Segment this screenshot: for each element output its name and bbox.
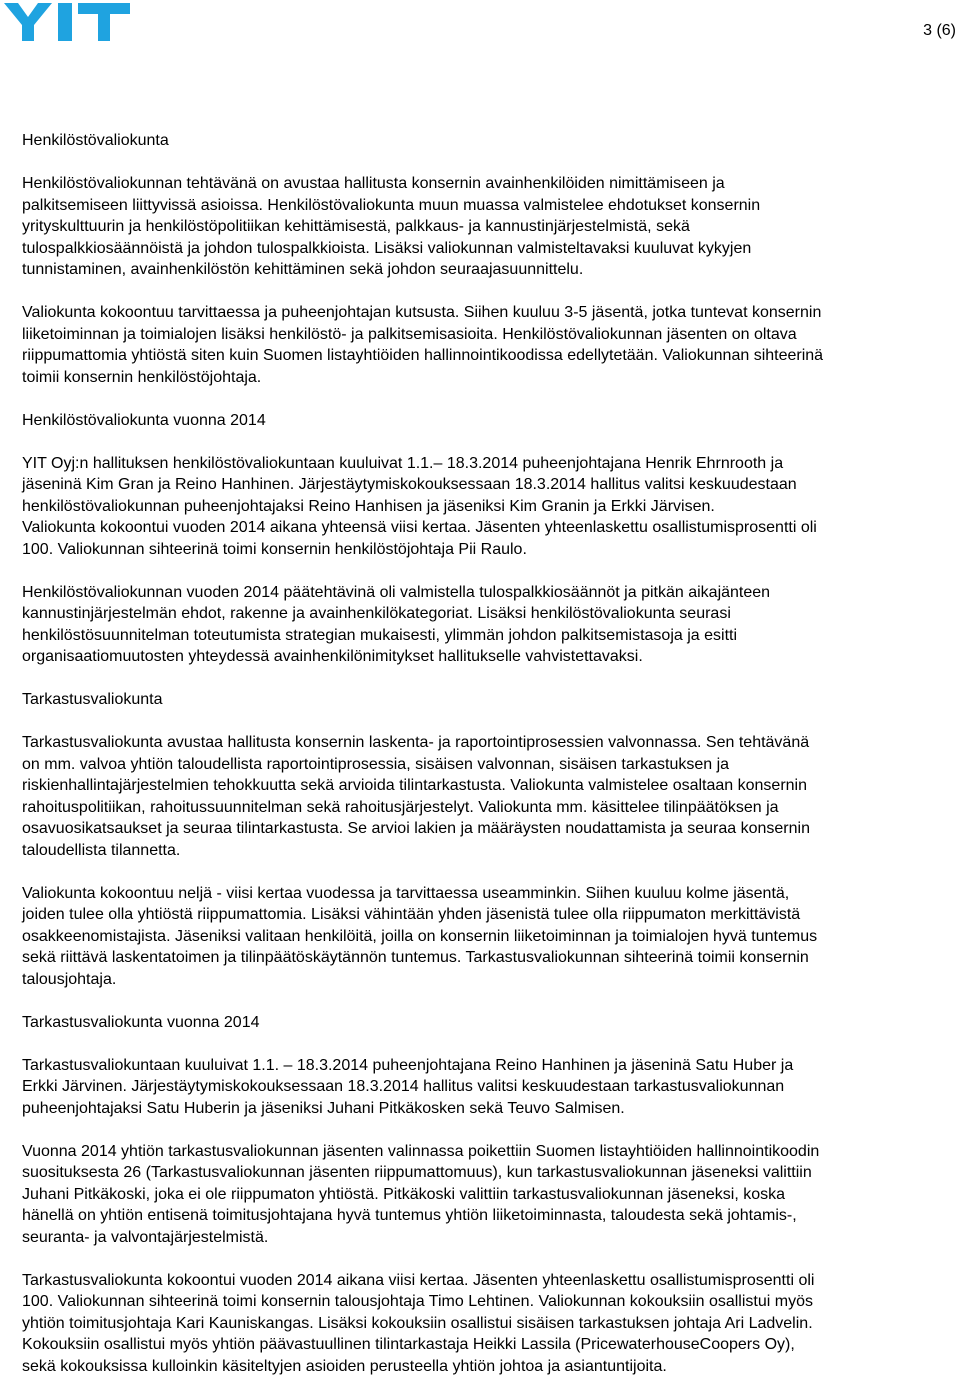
text-line: palkitsemiseen liittyvissä asioissa. Henkilöstövaliokunta muun muassa valmistelee ehdotukset konsernin xyxy=(22,196,761,214)
document-body xyxy=(22,130,950,1399)
text-line: henkilöstösuunnitelman toteutumista strategian mukaisesti, ylimmän johdon palkitsemistasoja ja esitti xyxy=(22,626,738,644)
text-line: on mm. valvoa yhtiön taloudellista raportointiprosessia, sisäisen valvonnan, sisäisen tarkastuksen ja xyxy=(22,755,730,773)
text-line: talousjohtaja. xyxy=(22,970,117,988)
text-line: jäseninä Kim Gran ja Reino Hanhinen. Järjestäytymiskokouksessaan 18.3.2014 hallitus valitsi keskuudestaan xyxy=(22,476,797,493)
section-heading: Henkilöstövaliokunta vuonna 2014 xyxy=(22,411,266,429)
paragraph xyxy=(22,1270,950,1378)
text-line: Juhani Pitkäkoski, joka ei ole riippumaton yhtiöstä. Pitkäkoski valittiin tarkastusvaliokunnan jäseneksi, koska xyxy=(22,1185,786,1203)
text-line: yrityskulttuurin ja henkilöstöpolitiikan kehittämisestä, palkkaus- ja kannustinjärjestelmistä, sekä xyxy=(22,218,690,235)
text-line: 100. Valiokunnan sihteerinä toimi konsernin henkilöstöjohtaja Pii Raulo. xyxy=(22,540,527,558)
paragraph xyxy=(22,1141,950,1249)
text-line: tulospalkkiosäännöistä ja johdon tulospalkkioista. Lisäksi valiokunnan valmisteltavaksi kuuluvat kykyjen xyxy=(22,239,752,257)
text-line: Tarkastusvaliokunta kokoontui vuoden 2014 aikana viisi kertaa. Jäsenten yhteenlaskettu osallistumisprosentti oli xyxy=(22,1271,815,1289)
text-line: hänellä on yhtiön entisenä toimitusjohtajana hyvä tuntemus yhtiön liiketoiminnasta, taloudesta sekä johtamis-, xyxy=(22,1207,797,1224)
text-line: sekä riittävä laskentatoimen ja tilinpäätöskäytännön tuntemus. Tarkastusvaliokunnan sihteerinä toimii konsernin xyxy=(22,949,809,966)
text-line: osakkeenomistajista. Jäseniksi valitaan henkilöitä, joilla on konsernin liiketoiminnan ja toimialojen hyvä tuntemus xyxy=(22,927,818,945)
section-tarkastusvaliokunta-2014 xyxy=(22,1012,950,1378)
paragraph xyxy=(22,883,950,991)
text-line: tunnistaminen, avainhenkilöstön kehittäminen sekä johdon seuraajasuunnittelu. xyxy=(22,261,584,278)
text-line: Valiokunta kokoontuu tarvittaessa ja puheenjohtajan kutsusta. Siihen kuuluu 3-5 jäsentä, jotka tuntevat konsernin xyxy=(22,304,822,321)
text-line: YIT Oyj:n hallituksen henkilöstövaliokuntaan kuuluivat 1.1.– 18.3.2014 puheenjohtajana Henrik Ehrnrooth ja xyxy=(22,454,784,472)
text-line: Henkilöstövaliokunnan vuoden 2014 päätehtävinä oli valmistella tulospalkkiosäännöt ja pitkän aikajänteen xyxy=(22,583,771,601)
paragraph xyxy=(22,173,950,281)
text-line: Henkilöstövaliokunnan tehtävänä on avustaa hallitusta konsernin avainhenkilöiden nimittämiseen ja xyxy=(22,175,725,192)
text-line: Kokouksiin osallistui myös yhtiön päävastuullinen tilintarkastaja Heikki Lassila (PricewaterhouseCoopers Oy), xyxy=(22,1336,795,1353)
text-line: suosituksesta 26 (Tarkastusvaliokunnan jäsenten riippumattomuus), kun tarkastusvaliokunnan jäseneksi valittiin xyxy=(22,1164,812,1181)
text-line: riippumattomia yhtiöstä siten kuin Suomen listayhtiöiden hallinnointikoodissa edellytetään. Valiokunnan sihteerinä xyxy=(22,347,824,364)
paragraph xyxy=(22,1055,950,1120)
section-heading: Tarkastusvaliokunta xyxy=(22,691,163,708)
section-henkilostovaliokunta-2014 xyxy=(22,410,950,668)
text-line: taloudellista tilannetta. xyxy=(22,841,181,859)
text-line: liiketoiminnan ja toimialojen lisäksi henkilöstö- ja palkitsemisasioita. Henkilöstövaliokunnan jäsenten on oltava xyxy=(22,325,797,343)
section-heading: Henkilöstövaliokunta xyxy=(22,132,169,149)
text-line: Valiokunta kokoontui vuoden 2014 aikana yhteensä viisi kertaa. Jäsenten yhteenlaskettu osallistumisprosentti oli xyxy=(22,519,817,536)
yit-logo xyxy=(4,3,130,41)
text-line: toimii konsernin henkilöstöjohtaja. xyxy=(22,368,262,386)
page-number: 3 (6) xyxy=(923,22,956,39)
text-line: sekä kokouksissa kulloinkin käsiteltyjen asioiden perusteella yhtiön johtoa ja asiantuntijoita. xyxy=(22,1357,667,1375)
section-heading: Tarkastusvaliokunta vuonna 2014 xyxy=(22,1013,260,1031)
section-henkilostovaliokunta xyxy=(22,130,950,388)
text-line: 100. Valiokunnan sihteerinä toimi konsernin talousjohtaja Timo Lehtinen. Valiokunnan kokouksiin osallistui myös xyxy=(22,1293,813,1310)
text-line: yhtiön toimitusjohtaja Kari Kauniskangas. Lisäksi kokouksiin osallistui sisäisen tarkastuksen johtaja Ari Ladvelin. xyxy=(22,1314,813,1332)
text-line: Tarkastusvaliokuntaan kuuluivat 1.1. – 18.3.2014 puheenjohtajana Reino Hanhinen ja jäseninä Satu Huber ja xyxy=(22,1056,794,1074)
text-line: Tarkastusvaliokunta avustaa hallitusta konsernin laskenta- ja raportointiprosessien valvonnassa. Sen tehtävänä xyxy=(22,734,810,751)
text-line: henkilöstövaliokunnan puheenjohtajaksi Reino Hanhisen ja jäseniksi Kim Granin ja Erkki Järvisen. xyxy=(22,497,715,515)
text-line: puheenjohtajaksi Satu Huberin ja jäseniksi Juhani Pitkäkosken sekä Teuvo Salmisen. xyxy=(22,1099,625,1117)
paragraph xyxy=(22,732,950,861)
text-line: seuranta- ja valvontajärjestelmistä. xyxy=(22,1228,269,1246)
paragraph xyxy=(22,302,950,388)
text-line: Valiokunta kokoontuu neljä - viisi kertaa vuodessa ja tarvittaessa useamminkin. Siihen kuuluu kolme jäsentä, xyxy=(22,884,790,902)
text-line: kannustinjärjestelmän ehdot, rakenne ja avainhenkilökategoriat. Lisäksi henkilöstövaliokunta seurasi xyxy=(22,605,731,622)
paragraph xyxy=(22,453,950,561)
text-line: riskienhallintajärjestelmien tehokkuutta sekä arvioida tilintarkastusta. Valiokunta valmistelee osaltaan konsernin xyxy=(22,777,808,794)
text-line: rahoituspolitiikan, rahoitussuunnitelman sekä rahoitusjärjestelyt. Valiokunta mm. käsittelee tilinpäätöksen ja xyxy=(22,798,779,816)
text-line: osavuosikatsaukset ja seuraa tilintarkastusta. Se arvioi lakien ja määräysten noudattamista ja seuraa konsernin xyxy=(22,820,810,837)
text-line: joiden tulee olla yhtiöstä riippumattomia. Lisäksi vähintään yhden jäsenistä tulee olla riippumaton merkittävistä xyxy=(22,906,801,923)
text-line: Vuonna 2014 yhtiön tarkastusvaliokunnan jäsenten valinnassa poikettiin Suomen listayhtiöiden hallinnointikoodin xyxy=(22,1142,820,1160)
text-line: Erkki Järvinen. Järjestäytymiskokouksessaan 18.3.2014 hallitus valitsi keskuudestaan tarkastusvaliokunnan xyxy=(22,1078,785,1095)
text-line: organisaatiomuutosten yhteydessä avainhenkilönimitykset hallitukselle vahvistettavaksi. xyxy=(22,648,643,665)
section-tarkastusvaliokunta xyxy=(22,689,950,990)
paragraph xyxy=(22,582,950,668)
